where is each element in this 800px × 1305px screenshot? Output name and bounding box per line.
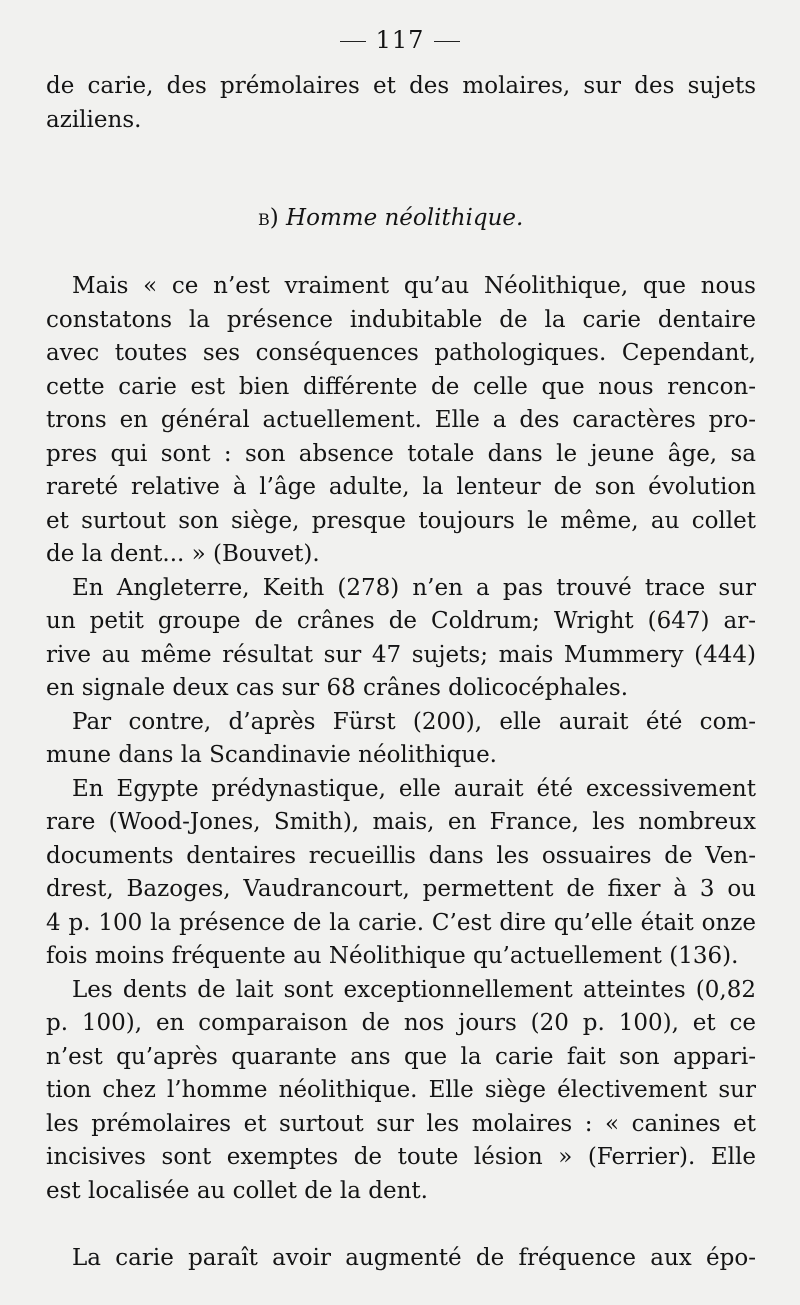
section-title: Homme néolithique. [286, 205, 524, 231]
text-line: un petit groupe de crânes de Coldrum; Wright (647) ar- [46, 608, 756, 634]
text-line: rareté relative à l’âge adulte, la lenteur de son évolution [46, 474, 756, 500]
text-line: cette carie est bien différente de celle que nous rencon- [46, 373, 756, 400]
text-line: La carie paraît avoir augmenté de fréquence aux épo- [72, 1245, 756, 1271]
text-line: n’est qu’après quarante ans que la carie fait son appari- [46, 1043, 756, 1070]
text-line: de carie, des prémolaires et des molaires, sur des sujets [46, 73, 756, 99]
text-line: mune dans la Scandinavie néolithique. [46, 742, 497, 768]
text-line: les prémolaires et surtout sur les molaires : « canines et [46, 1110, 756, 1137]
page-number [0, 26, 800, 54]
text-line: aziliens. [46, 106, 142, 133]
text-line: En Angleterre, Keith (278) n’en a pas trouvé trace sur [72, 574, 756, 601]
text-line: incisives sont exemptes de toute lésion » (Ferrier). Elle [46, 1144, 756, 1170]
text-line: en signale deux cas sur 68 crânes dolicocéphales. [46, 675, 629, 701]
text-line: pres qui sont : son absence totale dans le jeune âge, sa [46, 440, 756, 467]
dash-left [340, 41, 366, 43]
text-line: trons en général actuellement. Elle a des caractères pro- [46, 407, 756, 433]
text-line: de la dent... » (Bouvet). [46, 541, 320, 567]
text-line: documents dentaires recueillis dans les ossuaires de Ven- [46, 842, 756, 869]
dash-right [434, 41, 460, 43]
text-line: Les dents de lait sont exceptionnellement atteintes (0,82 [72, 976, 756, 1003]
page-number-text: 117 [375, 26, 425, 54]
text-line: drest, Bazoges, Vaudrancourt, permettent de fixer à 3 ou [46, 876, 756, 902]
text-line: tion chez l’homme néolithique. Elle siège électivement sur [46, 1077, 756, 1103]
text-line: p. 100), en comparaison de nos jours (20 p. 100), et ce [46, 1010, 756, 1036]
text-line: et surtout son siège, presque toujours le même, au collet [46, 507, 756, 534]
text-line: rive au même résultat sur 47 sujets; mais Mummery (444) [46, 641, 756, 668]
text-line: avec toutes ses conséquences pathologiques. Cependant, [46, 340, 756, 366]
text-line: fois moins fréquente au Néolithique qu’actuellement (136). [46, 943, 739, 969]
text-line: est localisée au collet de la dent. [46, 1177, 428, 1204]
text-line: rare (Wood-Jones, Smith), mais, en France, les nombreux [46, 809, 756, 835]
text-line: 4 p. 100 la présence de la carie. C’est dire qu’elle était onze [46, 909, 756, 936]
text-line: En Egypte prédynastique, elle aurait été excessivement [72, 775, 756, 802]
text-line: constatons la présence indubitable de la carie dentaire [46, 306, 756, 333]
text-line: Mais « ce n’est vraiment qu’au Néolithique, que nous [72, 273, 756, 299]
section-marker: b) [258, 205, 279, 231]
text-line: Par contre, d’après Fürst (200), elle aurait été com- [72, 708, 756, 735]
section-heading [258, 202, 523, 235]
